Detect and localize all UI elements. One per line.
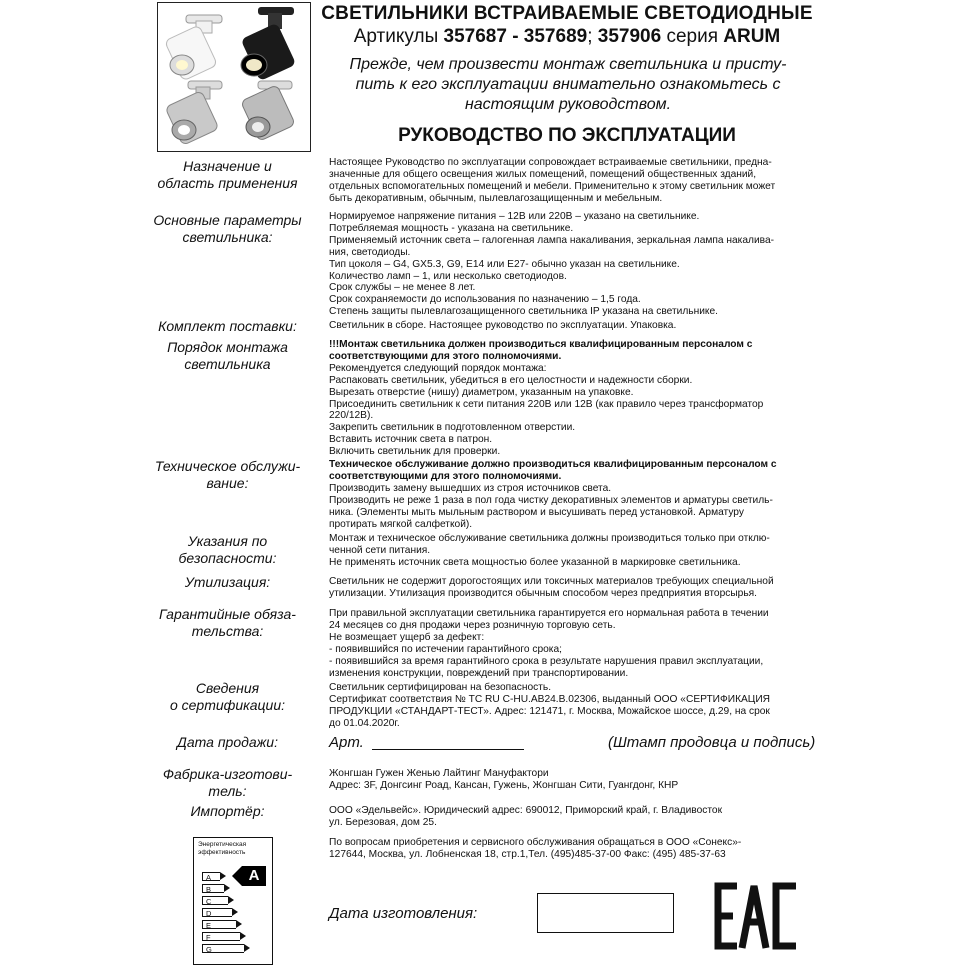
params-label: Основные параметры светильника: — [153, 212, 302, 245]
manufacturer-label: Фабрика-изготови- тель: — [162, 766, 293, 799]
energy-label-icon — [193, 837, 273, 965]
certification-text — [329, 682, 809, 730]
disposal-label: Утилизация: — [184, 574, 271, 590]
manufacturer-body: Жонгшан Гужен Женью Лайтинг Мануфактори Адрес: 3F, Донгсинг Роад, Кансан, Гужень, Жонгшан Сити, Гуангдонг, КНР — [329, 768, 679, 791]
sale-stamp-label: (Штамп продовца и подпись) — [608, 734, 816, 751]
energy-class-e: E — [202, 920, 236, 929]
support-body: По вопросам приобретения и сервисного обслуживания обращаться в ООО «Сонекс»- 127644, Москва, ул. Лобненская 18, стр.1,Тел. (495)485-37-00 Факс: (495) 485-37-63 — [329, 837, 742, 860]
articles-prefix: Артикулы — [353, 26, 439, 47]
energy-class-a: A — [202, 872, 220, 881]
purpose-body: Настоящее Руководство по эксплуатации сопровождает встраиваемые светильники, предна- значенные для общего освещения жилых помещений, помещений общественных зданий, отдельных вспомогательных помещений и мебели. Применительно к этому светильник может быть декоративным, обычным, пылевлагозащищенным и мебельным. — [329, 157, 776, 204]
importer-text — [329, 805, 809, 829]
warranty-body: При правильной эксплуатации светильника гарантируется его нормальная работа в течении 24 месяцев со дня продажи через розничную торговую сеть. Не возмещает ущерб за дефект: - появившийся по истечении гарантийного срока; - появившийся за время гарантийного срока в результате нарушения правил эксплуатации, изменения конструкции, повреждений при транспортировании. — [329, 608, 769, 679]
certification-label: Сведения о сертификации: — [169, 680, 286, 713]
safety-body: Монтаж и техническое обслуживание светильника должны производиться только при отклю- ченной сети питания. Не применять источник света мощностью более указанной в маркировке светильника. — [329, 533, 770, 568]
safety-label: Указания по безопасности: — [178, 533, 277, 566]
purpose-text — [329, 157, 809, 205]
service-text — [329, 459, 809, 530]
install-body: Рекомендуется следующий порядок монтажа: Распаковать светильник, убедиться в его целостности и надежности сборки. Вырезать отверстие (нишу) диаметром, указанным на упаковке. Присоединить светильник к сети питания 220В или 12В (как правило через трансформатор 220/12В). Закрепить светильник в подготовленном отверстии. Вставить источник света в патрон. Включить светильник для проверки. — [329, 362, 764, 458]
params-body: Нормируемое напряжение питания – 12В или 220В – указано на светильнике. Потребляемая мощность - указана на светильнике. Применяемый источник света – галогенная лампа накаливания, зеркальная лампа накалива- ния, светодиоды. Тип цоколя – G4, GX5.3, G9, E14 или E27- обычно указан на светильнике. Количество ламп – 1, или несколько светодиодов. Срок службы – не менее 8 лет. Срок сохраняемости до использования по назначению – 1,5 года. Степень защиты пылевлагозащищенного светильника IP указана на светильнике. — [329, 211, 775, 318]
eac-mark-icon — [712, 882, 802, 950]
energy-class-g: G — [202, 944, 244, 953]
disposal-text — [329, 576, 809, 600]
kit-body: Светильник в сборе. Настоящее руководство по эксплуатации. Упаковка. — [329, 320, 677, 331]
importer-label: Импортёр: — [190, 803, 265, 819]
kit-label: Комплект поставки: — [158, 318, 297, 334]
manual-title: РУКОВОДСТВО ПО ЭКСПЛУАТАЦИИ — [398, 125, 736, 146]
energy-class-b: B — [202, 884, 224, 893]
article-extra: 357906 — [597, 26, 662, 47]
energy-class-f: F — [202, 932, 240, 941]
lamp-photo-icon — [158, 3, 309, 150]
params-text — [329, 211, 809, 318]
energy-class-d: D — [202, 908, 232, 917]
service-body: Производить замену вышедших из строя источников света. Производить не реже 1 раза в пол года чистку декоративных элементов и арматуры светиль- ника. (Элементы мыть мыльным раствором и высушивать перед установкой. Арматуру протирать мягкой салфеткой). — [329, 482, 773, 530]
articles-range: 357687 - 357689 — [443, 26, 588, 47]
install-label: Порядок монтажа светильника — [167, 339, 288, 372]
certification-body: Светильник сертифицирован на безопасность. Сертификат соответствия № TC RU C-HU.AB24.B.02306, выданный ООО «СЕРТИФИКАЦИЯ ПРОДУКЦИИ «СТАНДАРТ-ТЕСТ». Адрес: 121471, г. Москва, Можайское шоссе, д.29, на срок до 01.04.2020г. — [329, 682, 771, 729]
warranty-text — [329, 608, 809, 679]
articles-line — [312, 26, 822, 48]
service-warning: Техническое обслуживание должно производиться квалифицированным персоналом с соответствующими для этого полномочиями. — [329, 459, 777, 482]
manufacture-date-label: Дата изготовления: — [329, 905, 478, 922]
intro-text: Прежде, чем произвести монтаж светильника и присту- пить к его эксплуатации внимательно ознакомьтесь с настоящим руководством. — [349, 56, 787, 113]
energy-rating-arrow: A — [242, 866, 266, 886]
disposal-body: Светильник не содержит дорогостоящих или токсичных материалов требующих специальной утилизации. Утилизация производится обычным способом через предприятия вторсырья. — [329, 576, 774, 599]
importer-body: ООО «Эдельвейс». Юридический адрес: 690012, Приморский край, г. Владивосток ул. Березовая, дом 25. — [329, 805, 723, 828]
install-text — [329, 339, 809, 458]
series-prefix: серия — [661, 26, 724, 47]
manufacturer-text — [329, 768, 809, 792]
sale-article-field[interactable] — [372, 749, 524, 750]
articles-separator: ; — [587, 26, 598, 47]
support-text — [329, 837, 809, 861]
service-label: Техническое обслужи- вание: — [154, 458, 301, 491]
sale-label: Дата продажи: — [177, 734, 278, 750]
energy-class-c: C — [202, 896, 228, 905]
series-name: ARUM — [723, 26, 781, 47]
energy-label-title: Энергетическая эффективность — [198, 841, 247, 856]
manufacture-date-field[interactable] — [537, 893, 674, 933]
document-title: СВЕТИЛЬНИКИ ВСТРАИВАЕМЫЕ СВЕТОДИОДНЫЕ — [321, 3, 813, 24]
warranty-label: Гарантийные обяза- тельства: — [159, 606, 296, 639]
safety-text — [329, 533, 809, 569]
product-photo — [157, 2, 311, 152]
install-warning: !!!Монтаж светильника должен производиться квалифицированным персоналом с соответствующими для этого полномочиями. — [329, 339, 753, 362]
kit-text — [329, 320, 809, 332]
purpose-label: Назначение и область применения — [157, 158, 298, 191]
sale-article-label: Арт. — [329, 734, 364, 751]
